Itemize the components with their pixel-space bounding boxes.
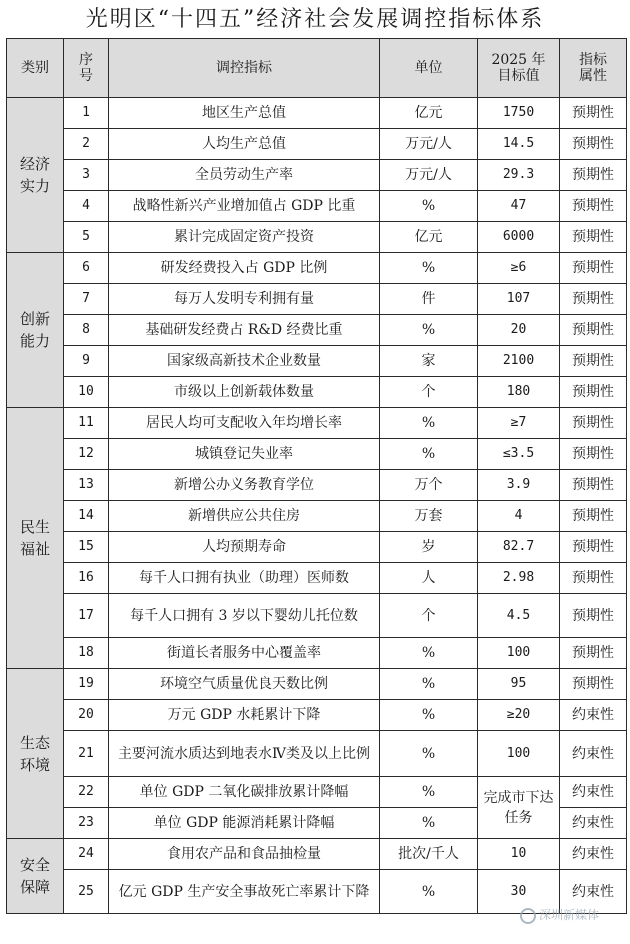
indicator-name: 国家级高新技术企业数量	[109, 346, 380, 377]
indicator-name: 城镇登记失业率	[109, 439, 380, 470]
row-number: 18	[64, 638, 109, 669]
indicator-name: 新增供应公共住房	[109, 501, 380, 532]
indicator-attribute: 约束性	[560, 777, 627, 808]
row-number: 7	[64, 284, 109, 315]
indicator-attribute: 预期性	[560, 160, 627, 191]
row-number: 10	[64, 377, 109, 408]
category-innovation: 创新 能力	[7, 253, 64, 408]
row-number: 15	[64, 532, 109, 563]
row-number: 20	[64, 700, 109, 731]
table-row	[7, 563, 627, 594]
indicator-attribute: 预期性	[560, 129, 627, 160]
indicator-attribute: 预期性	[560, 439, 627, 470]
indicator-attribute: 预期性	[560, 594, 627, 638]
indicator-target: ≤3.5	[478, 439, 560, 470]
indicator-attribute: 预期性	[560, 346, 627, 377]
watermark-text: 深圳新媒体	[539, 908, 600, 922]
indicator-unit: %	[380, 253, 478, 284]
row-number: 25	[64, 870, 109, 914]
indicator-target: 3.9	[478, 470, 560, 501]
row-number: 16	[64, 563, 109, 594]
indicator-unit: 万套	[380, 501, 478, 532]
indicator-target: 4	[478, 501, 560, 532]
indicator-attribute: 预期性	[560, 669, 627, 700]
indicator-name: 研发经费投入占 GDP 比例	[109, 253, 380, 284]
table-row	[7, 284, 627, 315]
indicator-target: 107	[478, 284, 560, 315]
indicator-name: 食用农产品和食品抽检量	[109, 839, 380, 870]
indicator-name: 市级以上创新载体数量	[109, 377, 380, 408]
indicator-attribute: 约束性	[560, 731, 627, 777]
table-row	[7, 253, 627, 284]
table-header-row	[7, 39, 627, 98]
indicator-attribute: 约束性	[560, 870, 627, 914]
indicator-target: 2.98	[478, 563, 560, 594]
indicator-name: 每万人发明专利拥有量	[109, 284, 380, 315]
category-ecology: 生态 环境	[7, 669, 64, 839]
table-row	[7, 839, 627, 870]
header-category: 类别	[7, 39, 64, 98]
category-livelihood: 民生 福祉	[7, 408, 64, 669]
row-number: 1	[64, 98, 109, 129]
table-row	[7, 731, 627, 777]
indicator-attribute: 预期性	[560, 191, 627, 222]
indicator-unit: %	[380, 731, 478, 777]
indicator-name: 亿元 GDP 生产安全事故死亡率累计下降	[109, 870, 380, 914]
indicator-unit: 亿元	[380, 222, 478, 253]
indicator-name: 基础研发经费占 R&D 经费比重	[109, 315, 380, 346]
table-row	[7, 501, 627, 532]
row-number: 9	[64, 346, 109, 377]
table-row	[7, 700, 627, 731]
indicator-attribute: 预期性	[560, 222, 627, 253]
indicator-target: 20	[478, 315, 560, 346]
row-number: 3	[64, 160, 109, 191]
table-row	[7, 470, 627, 501]
row-number: 2	[64, 129, 109, 160]
category-safety: 安全 保障	[7, 839, 64, 914]
indicator-name: 每千人口拥有执业（助理）医师数	[109, 563, 380, 594]
indicator-target: 4.5	[478, 594, 560, 638]
indicator-name: 每千人口拥有 3 岁以下婴幼儿托位数	[109, 594, 380, 638]
page-title: 光明区“十四五”经济社会发展调控指标体系	[85, 7, 545, 32]
indicator-name: 人均预期寿命	[109, 532, 380, 563]
indicator-target: 10	[478, 839, 560, 870]
indicator-unit: 家	[380, 346, 478, 377]
indicator-target: 30	[478, 870, 560, 914]
indicator-target: ≥6	[478, 253, 560, 284]
indicator-unit: %	[380, 191, 478, 222]
indicator-target: 1750	[478, 98, 560, 129]
indicator-name: 新增公办义务教育学位	[109, 470, 380, 501]
indicator-target: 6000	[478, 222, 560, 253]
header-indicator: 调控指标	[109, 39, 380, 98]
row-number: 8	[64, 315, 109, 346]
indicator-attribute: 预期性	[560, 532, 627, 563]
header-unit: 单位	[380, 39, 478, 98]
table-row	[7, 777, 627, 808]
indicator-target: 100	[478, 731, 560, 777]
table-row	[7, 408, 627, 439]
row-number: 6	[64, 253, 109, 284]
indicator-attribute: 预期性	[560, 408, 627, 439]
indicator-attribute: 预期性	[560, 563, 627, 594]
indicator-name: 单位 GDP 二氧化碳排放累计降幅	[109, 777, 380, 808]
indicator-name: 人均生产总值	[109, 129, 380, 160]
row-number: 19	[64, 669, 109, 700]
table-row	[7, 315, 627, 346]
indicator-name: 地区生产总值	[109, 98, 380, 129]
row-number: 12	[64, 439, 109, 470]
indicator-unit: 批次/千人	[380, 839, 478, 870]
indicator-attribute: 预期性	[560, 253, 627, 284]
indicator-table	[6, 38, 627, 914]
indicator-unit: 亿元	[380, 98, 478, 129]
indicator-target: ≥20	[478, 700, 560, 731]
indicator-name: 单位 GDP 能源消耗累计降幅	[109, 808, 380, 839]
indicator-target: 2100	[478, 346, 560, 377]
row-number: 24	[64, 839, 109, 870]
row-number: 14	[64, 501, 109, 532]
indicator-unit: %	[380, 777, 478, 808]
indicator-attribute: 预期性	[560, 470, 627, 501]
indicator-name: 全员劳动生产率	[109, 160, 380, 191]
indicator-attribute: 预期性	[560, 315, 627, 346]
indicator-target: ≥7	[478, 408, 560, 439]
indicator-unit: 万个	[380, 470, 478, 501]
table-row	[7, 222, 627, 253]
row-number: 13	[64, 470, 109, 501]
row-number: 17	[64, 594, 109, 638]
indicator-unit: 个	[380, 594, 478, 638]
indicator-attribute: 预期性	[560, 284, 627, 315]
indicator-unit: 万元/人	[380, 160, 478, 191]
indicator-unit: 件	[380, 284, 478, 315]
indicator-unit: %	[380, 439, 478, 470]
table-row	[7, 439, 627, 470]
indicator-attribute: 预期性	[560, 98, 627, 129]
indicator-name: 主要河流水质达到地表水Ⅳ类及以上比例	[109, 731, 380, 777]
indicator-unit: 万元/人	[380, 129, 478, 160]
indicator-attribute: 约束性	[560, 839, 627, 870]
table-row	[7, 346, 627, 377]
indicator-attribute: 约束性	[560, 808, 627, 839]
table-row	[7, 594, 627, 638]
indicator-target: 100	[478, 638, 560, 669]
indicator-unit: %	[380, 808, 478, 839]
indicator-attribute: 预期性	[560, 638, 627, 669]
table-row	[7, 98, 627, 129]
indicator-unit: %	[380, 870, 478, 914]
watermark	[520, 906, 620, 928]
row-number: 23	[64, 808, 109, 839]
row-number: 21	[64, 731, 109, 777]
indicator-unit: 岁	[380, 532, 478, 563]
table-row	[7, 669, 627, 700]
watermark-logo-icon	[520, 908, 536, 924]
indicator-attribute: 预期性	[560, 377, 627, 408]
table-row	[7, 377, 627, 408]
indicator-unit: %	[380, 408, 478, 439]
table-row	[7, 160, 627, 191]
row-number: 5	[64, 222, 109, 253]
indicator-target: 180	[478, 377, 560, 408]
indicator-unit: %	[380, 638, 478, 669]
row-number: 22	[64, 777, 109, 808]
indicator-name: 街道长者服务中心覆盖率	[109, 638, 380, 669]
row-number: 11	[64, 408, 109, 439]
indicator-unit: %	[380, 315, 478, 346]
table-row	[7, 191, 627, 222]
indicator-name: 万元 GDP 水耗累计下降	[109, 700, 380, 731]
indicator-unit: 人	[380, 563, 478, 594]
table-row	[7, 638, 627, 669]
indicator-target: 47	[478, 191, 560, 222]
indicator-name: 居民人均可支配收入年均增长率	[109, 408, 380, 439]
header-seq: 序 号	[64, 39, 109, 98]
indicator-target-merged: 完成市下达任务	[478, 777, 560, 839]
indicator-target: 82.7	[478, 532, 560, 563]
indicator-unit: %	[380, 669, 478, 700]
indicator-target: 29.3	[478, 160, 560, 191]
table-row	[7, 532, 627, 563]
header-attribute: 指标 属性	[560, 39, 627, 98]
indicator-name: 环境空气质量优良天数比例	[109, 669, 380, 700]
category-economic: 经济 实力	[7, 98, 64, 253]
row-number: 4	[64, 191, 109, 222]
indicator-attribute: 预期性	[560, 501, 627, 532]
indicator-unit: %	[380, 700, 478, 731]
indicator-name: 战略性新兴产业增加值占 GDP 比重	[109, 191, 380, 222]
header-target: 2025 年 目标值	[478, 39, 560, 98]
indicator-target: 14.5	[478, 129, 560, 160]
indicator-attribute: 约束性	[560, 700, 627, 731]
table-row	[7, 129, 627, 160]
indicator-target: 95	[478, 669, 560, 700]
indicator-name: 累计完成固定资产投资	[109, 222, 380, 253]
indicator-unit: 个	[380, 377, 478, 408]
